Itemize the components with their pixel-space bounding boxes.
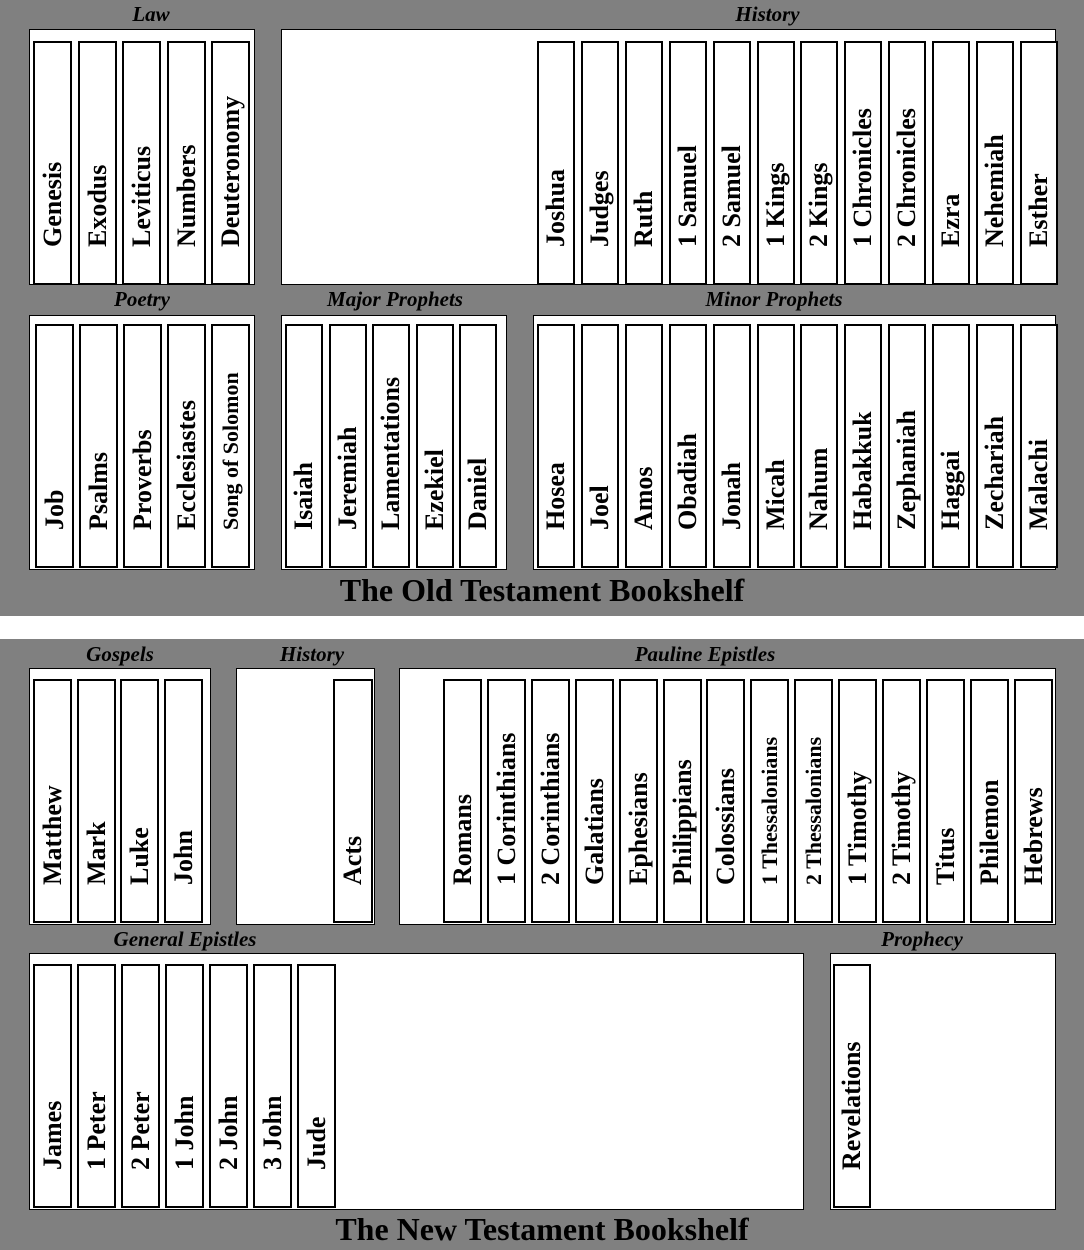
book-title: Daniel <box>463 457 492 530</box>
book-1-samuel <box>669 41 707 285</box>
book-jonah <box>713 324 751 568</box>
book-title: Genesis <box>37 161 67 247</box>
book-philippians <box>663 679 702 923</box>
book-title: Ruth <box>629 190 658 247</box>
book-numbers <box>167 41 206 285</box>
book-malachi <box>1020 324 1058 568</box>
book-job <box>35 324 74 568</box>
book-title: Galatians <box>579 778 609 885</box>
book-matthew <box>33 679 72 923</box>
law-label: Law <box>132 2 170 26</box>
book-ecclesiastes <box>167 324 206 568</box>
book-title: 2 Timothy <box>886 771 916 885</box>
book-ruth <box>625 41 663 285</box>
book-ezekiel <box>416 324 454 568</box>
book-titus <box>926 679 965 923</box>
book-title: Obadiah <box>673 433 702 530</box>
book-title: Hosea <box>541 462 570 530</box>
book-title: John <box>168 830 198 885</box>
old-testament-title: The Old Testament Bookshelf <box>339 572 745 608</box>
book-title: Isaiah <box>289 462 318 530</box>
book-title: Deuteronomy <box>215 95 245 247</box>
nt-history-label: History <box>279 642 345 666</box>
book-title: Ephesians <box>623 772 653 885</box>
book-jeremiah <box>329 324 367 568</box>
book-exodus <box>78 41 117 285</box>
book-title: Joel <box>585 485 614 530</box>
book-1-john <box>165 964 204 1208</box>
book-title: Leviticus <box>126 145 156 247</box>
book-title: Jonah <box>717 462 746 530</box>
book-2-kings <box>800 41 838 285</box>
book-song-of-solomon <box>211 324 250 568</box>
book-2-peter <box>121 964 160 1208</box>
book-title: Job <box>39 489 69 530</box>
book-title: 2 John <box>213 1095 243 1170</box>
book-genesis <box>33 41 72 285</box>
book-title: Numbers <box>171 144 201 247</box>
book-2-samuel <box>713 41 751 285</box>
book-joel <box>581 324 619 568</box>
book-title: Ezra <box>936 193 965 247</box>
book-title: Revelations <box>837 1041 866 1170</box>
book-title: 1 Peter <box>81 1091 111 1170</box>
book-deuteronomy <box>211 41 250 285</box>
book-esther <box>1020 41 1058 285</box>
prophecy-label: Prophecy <box>881 927 963 951</box>
book-title: Micah <box>761 459 790 530</box>
book-micah <box>757 324 795 568</box>
book-3-john <box>253 964 292 1208</box>
book-hosea <box>537 324 575 568</box>
book-title: Malachi <box>1024 439 1053 530</box>
book-1-peter <box>77 964 116 1208</box>
book-title: Judges <box>585 170 614 247</box>
book-john <box>164 679 203 923</box>
book-title: Exodus <box>82 164 112 247</box>
book-title: Jeremiah <box>333 426 362 530</box>
book-2-corinthians <box>531 679 570 923</box>
book-luke <box>120 679 159 923</box>
general-epistles-label: General Epistles <box>113 927 257 951</box>
book-title: Esther <box>1024 173 1053 247</box>
book-2-john <box>209 964 248 1208</box>
book-1-corinthians <box>487 679 526 923</box>
book-1-kings <box>757 41 795 285</box>
book-revelations <box>833 964 871 1208</box>
book-haggai <box>932 324 970 568</box>
book-lamentations <box>372 324 410 568</box>
book-title: 2 Peter <box>125 1091 155 1170</box>
book-title: Romans <box>447 793 477 885</box>
book-title: 1 Kings <box>761 162 790 247</box>
book-title: Nehemiah <box>980 134 1009 247</box>
book-title: 1 Thessalonians <box>756 736 782 885</box>
book-title: Jude <box>301 1116 331 1170</box>
book-psalms <box>79 324 118 568</box>
book-1-thessalonians <box>750 679 789 923</box>
book-james <box>33 964 72 1208</box>
book-title: James <box>37 1100 67 1170</box>
book-title: 1 Corinthians <box>491 732 521 885</box>
book-title: 2 Kings <box>804 162 833 247</box>
book-title: Mark <box>81 821 111 885</box>
book-colossians <box>706 679 745 923</box>
book-title: Philemon <box>974 779 1004 885</box>
book-title: Psalms <box>83 452 113 530</box>
book-romans <box>443 679 482 923</box>
book-2-timothy <box>882 679 921 923</box>
book-title: Joshua <box>541 168 570 247</box>
book-galatians <box>575 679 614 923</box>
book-title: 2 Samuel <box>717 145 746 247</box>
book-title: 1 John <box>169 1095 199 1170</box>
book-title: Amos <box>629 466 658 530</box>
book-title: Ecclesiastes <box>171 400 201 530</box>
book-hebrews <box>1014 679 1053 923</box>
pauline-epistles-label: Pauline Epistles <box>634 642 776 666</box>
book-title: Philippians <box>667 759 697 885</box>
gospels-label: Gospels <box>86 642 154 666</box>
major-prophets-label: Major Prophets <box>327 287 463 311</box>
book-title: Nahum <box>804 447 833 530</box>
book-jude <box>297 964 336 1208</box>
book-daniel <box>459 324 497 568</box>
book-zephaniah <box>888 324 926 568</box>
book-title: 2 Chronicles <box>892 108 921 247</box>
book-title: Haggai <box>936 450 965 530</box>
book-title: Lamentations <box>376 376 405 530</box>
book-ezra <box>932 41 970 285</box>
book-nehemiah <box>976 41 1014 285</box>
book-title: Hebrews <box>1018 787 1048 885</box>
book-joshua <box>537 41 575 285</box>
book-proverbs <box>123 324 162 568</box>
book-title: Acts <box>338 835 367 885</box>
book-judges <box>581 41 619 285</box>
book-2-chronicles <box>888 41 926 285</box>
book-title: 1 Samuel <box>673 145 702 247</box>
minor-prophets-label: Minor Prophets <box>705 287 843 311</box>
book-title: Proverbs <box>127 429 157 530</box>
book-amos <box>625 324 663 568</box>
book-habakkuk <box>844 324 882 568</box>
book-title: Luke <box>124 827 154 885</box>
poetry-label: Poetry <box>114 287 170 311</box>
history-label: History <box>735 2 800 26</box>
book-title: 2 Thessalonians <box>800 736 826 885</box>
book-1-timothy <box>838 679 877 923</box>
book-title: 2 Corinthians <box>535 732 565 885</box>
book-title: 1 Timothy <box>842 771 872 885</box>
book-title: Habakkuk <box>848 411 877 530</box>
book-title: Titus <box>930 827 960 885</box>
book-obadiah <box>669 324 707 568</box>
book-isaiah <box>285 324 323 568</box>
book-title: Song of Solomon <box>217 372 243 530</box>
book-title: Zephaniah <box>892 410 921 530</box>
book-title: 1 Chronicles <box>848 108 877 247</box>
book-nahum <box>800 324 838 568</box>
book-2-thessalonians <box>794 679 833 923</box>
book-title: Matthew <box>37 785 67 885</box>
book-leviticus <box>122 41 161 285</box>
book-title: Zechariah <box>980 415 1009 530</box>
book-title: Ezekiel <box>420 449 449 530</box>
book-mark <box>77 679 116 923</box>
book-ephesians <box>619 679 658 923</box>
book-title: 3 John <box>257 1095 287 1170</box>
book-philemon <box>970 679 1009 923</box>
book-acts <box>333 679 373 923</box>
new-testament-title: The New Testament Bookshelf <box>335 1211 749 1247</box>
book-zechariah <box>976 324 1014 568</box>
book-title: Colossians <box>710 767 740 885</box>
book-1-chronicles <box>844 41 882 285</box>
